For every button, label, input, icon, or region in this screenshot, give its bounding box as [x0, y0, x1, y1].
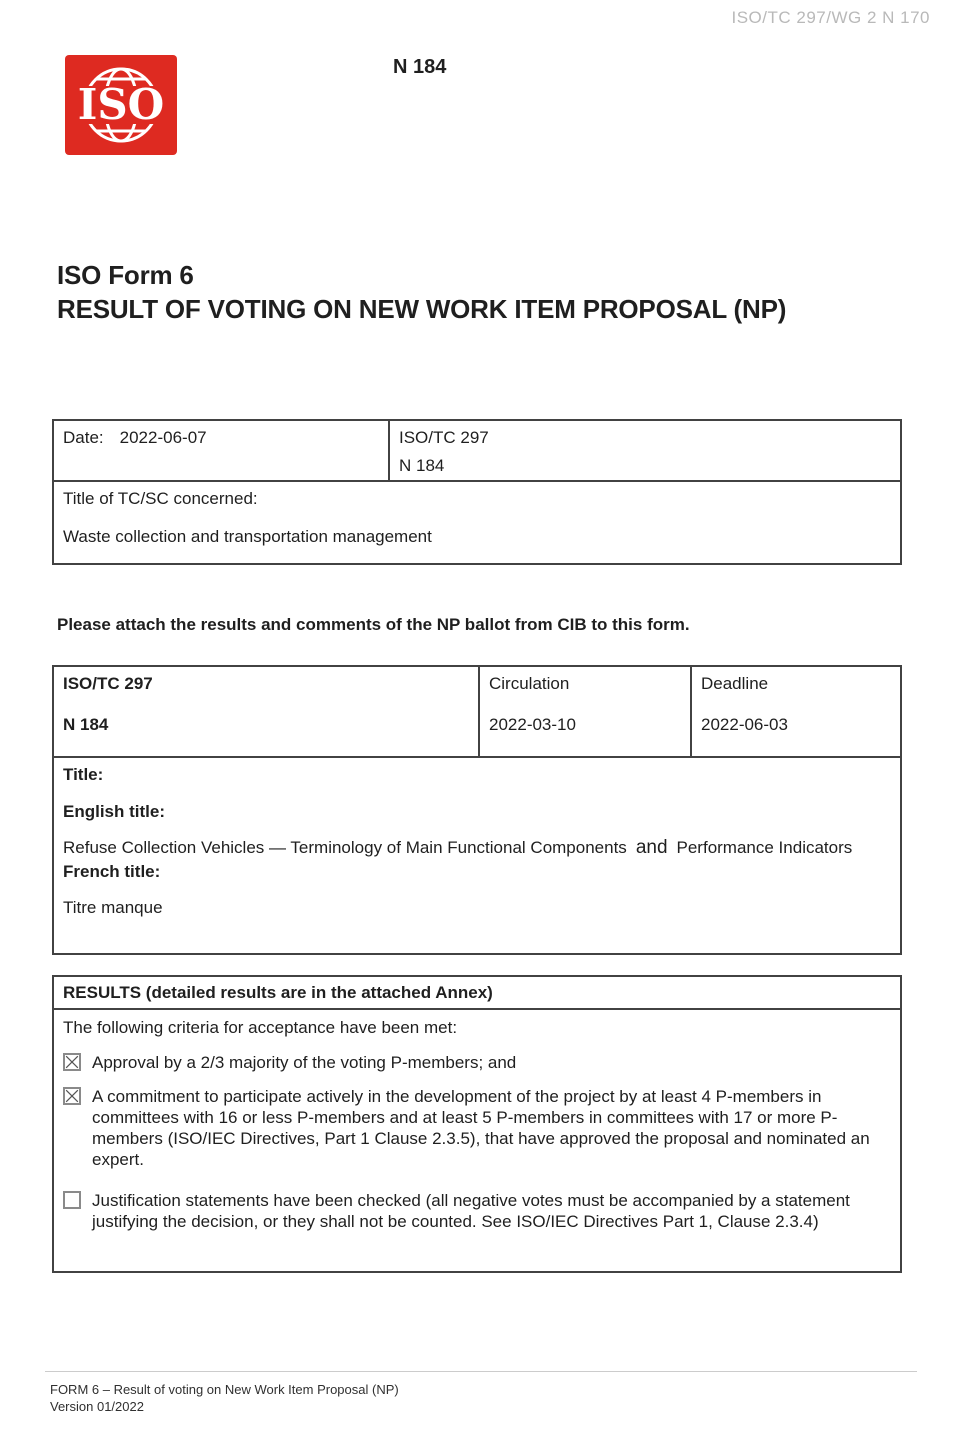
criterion-row — [63, 1190, 891, 1232]
iso-globe-icon — [65, 55, 177, 155]
footer-form-name: FORM 6 – Result of voting on New Work Item Proposal (NP) — [50, 1382, 399, 1397]
deadline-label: Deadline — [701, 674, 769, 693]
deadline-date: 2022-06-03 — [701, 715, 788, 734]
checkbox-x-icon — [65, 1055, 79, 1069]
ballot-doc-number: N 184 — [63, 715, 109, 734]
criterion-text: A commitment to participate actively in the development of the project by at least 4 P-members in committees with 16 or less P-members and at least 5 P-members in committees with 17 or more P-members (ISO/IEC Directives, Part 1 Clause 2.3.5), that have approved the proposal and nominated an expert. — [92, 1087, 870, 1169]
table-row — [54, 421, 900, 482]
footer — [50, 1381, 399, 1415]
title-label: Title: — [63, 765, 104, 784]
checkbox-approval[interactable] — [63, 1053, 81, 1071]
results-header: RESULTS (detailed results are in the attached Annex) — [54, 977, 900, 1010]
committee-doc-number: N 184 — [399, 456, 445, 475]
criterion-text: Approval by a 2/3 majority of the voting P-members; and — [92, 1053, 517, 1072]
english-title-and: and — [635, 837, 668, 858]
english-title-value — [63, 837, 891, 858]
date-label: Date: — [63, 428, 104, 447]
table-row — [54, 482, 900, 565]
date-cell — [54, 421, 390, 480]
results-table — [52, 975, 902, 1273]
criterion-row — [63, 1086, 891, 1170]
tc-title-label: Title of TC/SC concerned: — [63, 489, 258, 508]
circulation-label: Circulation — [489, 674, 570, 693]
criterion-row — [63, 1052, 891, 1073]
info-table — [52, 419, 902, 565]
footer-version: Version 01/2022 — [50, 1399, 144, 1414]
english-title-part2: Performance Indicators — [676, 838, 853, 857]
circulation-date: 2022-03-10 — [489, 715, 576, 734]
results-intro: The following criteria for acceptance have been met: — [63, 1018, 458, 1037]
titles-cell — [54, 758, 900, 953]
french-title-label: French title: — [63, 862, 161, 881]
circulation-cell — [480, 667, 692, 756]
form-subject: RESULT OF VOTING ON NEW WORK ITEM PROPOSAL (NP) — [57, 294, 787, 324]
ballot-committee-name: ISO/TC 297 — [63, 674, 153, 693]
page-title — [57, 258, 786, 326]
checkbox-commitment[interactable] — [63, 1087, 81, 1105]
attach-instruction: Please attach the results and comments of the NP ballot from CIB to this form. — [57, 615, 690, 634]
ballot-committee-cell — [54, 667, 480, 756]
french-title-value: Titre manque — [63, 898, 163, 917]
iso-logo-text: ISO — [77, 80, 165, 129]
footer-divider — [45, 1371, 917, 1372]
doc-number: N 184 — [393, 56, 447, 78]
checkbox-x-icon — [65, 1089, 79, 1103]
checkbox-justification[interactable] — [63, 1191, 81, 1209]
committee-name: ISO/TC 297 — [399, 428, 489, 447]
iso-logo — [65, 55, 177, 155]
doc-reference: ISO/TC 297/WG 2 N 170 — [731, 8, 930, 27]
ballot-table — [52, 665, 902, 955]
deadline-cell — [692, 667, 900, 756]
committee-cell — [390, 421, 900, 480]
date-value: 2022-06-07 — [119, 428, 207, 447]
results-body — [54, 1010, 900, 1239]
table-row — [54, 667, 900, 758]
form-name: ISO Form 6 — [57, 260, 194, 290]
tc-title-value: Waste collection and transportation management — [63, 527, 432, 546]
english-title-label: English title: — [63, 802, 165, 821]
criterion-text: Justification statements have been checked (all negative votes must be accompanied by a statement justifying the decision, or they shall not be counted. See ISO/IEC Directives Part 1, Clause 2.3.4) — [92, 1191, 850, 1231]
english-title-part1: Refuse Collection Vehicles — Terminology of Main Functional Components — [63, 838, 627, 857]
